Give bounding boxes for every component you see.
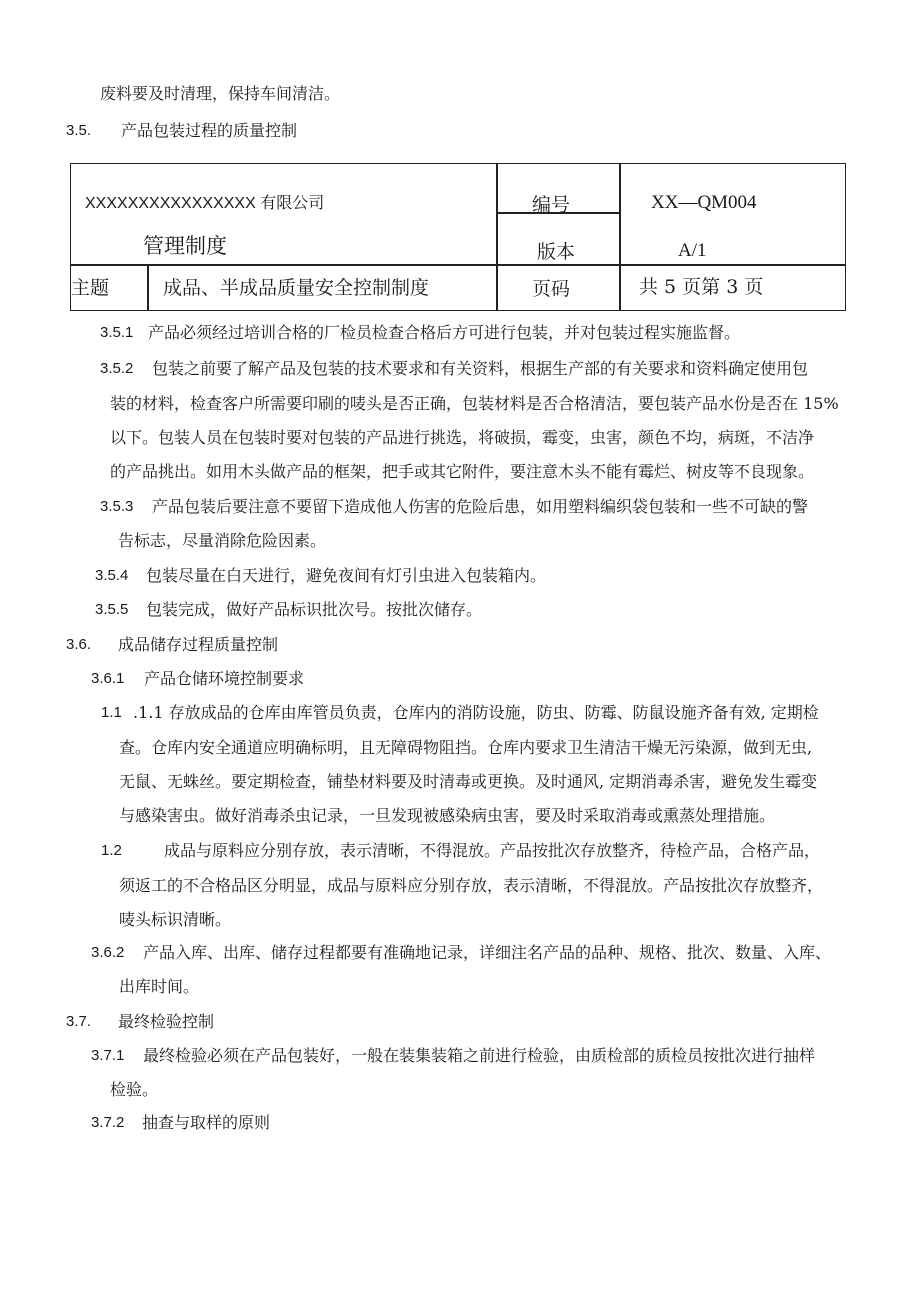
paragraph-line: 无鼠、无蛛丝。要定期检查，铺垫材料要及时清毒或更换。及时通风, 定期消毒杀害，避免发生霉变 [119,772,818,791]
item-number: 1.1 [101,704,122,721]
document-type: 管理制度 [143,234,227,258]
paragraph-line: .1.1 存放成品的仓库由库管员负责，仓库内的消防设施，防虫、防霉、防鼠设施齐备有效, 定期检 [133,703,819,722]
paragraph-line: 包装完成，做好产品标识批次号。按批次储存。 [146,600,483,619]
page-label: 页码 [532,278,571,300]
subject-label: 主题 [71,277,110,299]
paragraph-line: 的产品挑出。如用木头做产品的框架，把手或其它附件，要注意木头不能有霉烂、树皮等不良现象。 [110,462,815,481]
item-number: 3.7.1 [91,1047,125,1064]
code-value: XX—QM004 [651,192,757,213]
company-name: XXXXXXXXXXXXXXXX 有限公司 [85,195,325,212]
item-number: 3.6.2 [91,944,125,961]
section-title: 成品储存过程质量控制 [118,635,279,654]
item-number: 3.5.5 [95,601,129,618]
item-number: 1.2 [101,842,122,859]
paragraph-line: 最终检验必须在产品包装好，一般在装集装箱之前进行检验，由质检部的质检员按批次进行抽样 [143,1046,816,1065]
paragraph-line: 装的材料，检查客户所需要印刷的唛头是否正确，包装材料是否合格清洁，要包装产品水份是否在 15% [110,394,839,413]
paragraph-line: 废料要及时清理，保持车间清洁。 [100,84,341,103]
paragraph-line: 产品仓储环境控制要求 [144,669,305,688]
paragraph-line: 包装之前要了解产品及包装的技术要求和有关资料，根据生产部的有关要求和资料确定使用包 [152,359,809,378]
paragraph-line: 与感染害虫。做好消毒杀虫记录，一旦发现被感染病虫害，要及时采取消毒或熏蒸处理措施。 [119,806,776,825]
document-header-table [70,163,846,311]
paragraph-line: 须返工的不合格品区分明显，成品与原料应分别存放，表示清晰，不得混放。产品按批次存放整齐， [119,876,824,895]
paragraph-line: 检验。 [110,1080,159,1099]
version-value: A/1 [678,240,707,261]
paragraph-line: 查。仓库内安全通道应明确标明，且无障碍物阻挡。仓库内要求卫生清洁干燥无污染源，做到无虫, [119,738,813,757]
item-number: 3.5.3 [100,498,134,515]
section-number: 3.5. [66,122,92,139]
paragraph-line: 抽查与取样的原则 [142,1113,271,1132]
item-number: 3.7.2 [91,1114,125,1131]
paragraph-line: 以下。包装人员在包装时要对包装的产品进行挑选，将破损，霉变，虫害，颜色不均，病斑，不洁净 [110,428,815,447]
paragraph-line: 包装尽量在白天进行，避免夜间有灯引虫进入包装箱内。 [146,566,547,585]
paragraph-line: 产品包装后要注意不要留下造成他人伤害的危险后患，如用塑料编织袋包装和一些不可缺的警 [152,497,809,516]
paragraph-line: 产品必须经过培训合格的厂检员检查合格后方可进行包装，并对包装过程实施监督。 [148,323,741,342]
item-number: 3.5.2 [100,360,134,377]
item-number: 3.5.1 [100,324,134,341]
version-label: 版本 [537,241,576,263]
page-value: 共 5 页第 3 页 [639,276,764,298]
paragraph-line: 产品入库、出库、储存过程都要有准确地记录，详细注名产品的品种、规格、批次、数量、入库、 [143,943,832,962]
subject-value: 成品、半成品质量安全控制制度 [163,277,430,299]
section-title: 最终检验控制 [118,1012,215,1031]
paragraph-line: 成品与原料应分别存放，表示清晰，不得混放。产品按批次存放整齐，待检产品，合格产品， [164,841,821,860]
paragraph-line: 出库时间。 [119,977,200,996]
code-label: 编号 [532,194,571,216]
section-number: 3.7. [66,1013,92,1030]
paragraph-line: 告标志，尽量消除危险因素。 [118,531,327,550]
item-number: 3.6.1 [91,670,125,687]
section-number: 3.6. [66,636,92,653]
paragraph-line: 唛头标识清晰。 [119,910,232,929]
section-title: 产品包装过程的质量控制 [121,121,298,140]
item-number: 3.5.4 [95,567,129,584]
